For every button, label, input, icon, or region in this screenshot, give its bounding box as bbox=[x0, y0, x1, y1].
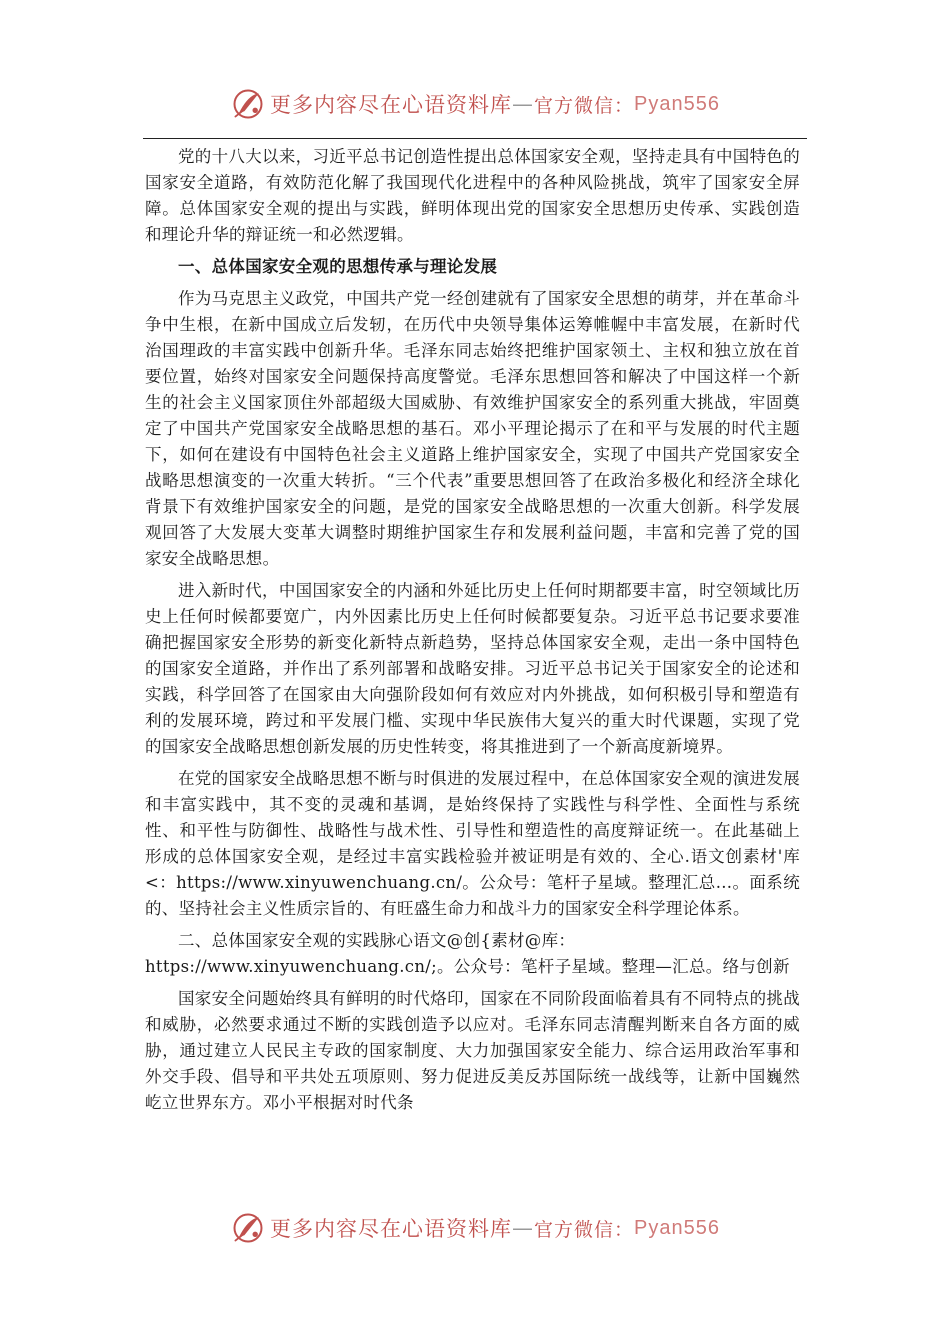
footer-banner bbox=[0, 1204, 950, 1252]
brand-logo-icon bbox=[230, 86, 266, 122]
section1-paragraph-2: 进入新时代，中国国家安全的内涵和外延比历史上任何时期都要丰富，时空领域比历史上任何时候都要宽广，内外因素比历史上任何时候都要复杂。习近平总书记要求要准确把握国家安全形势的新变化新特点新趋势，坚持总体国家安全观，走出一条中国特色的国家安全道路，并作出了系列部署和战略安排。习近平总书记关于国家安全的论述和实践，科学回答了在国家由大向强阶段如何有效应对内外挑战，如何积极引导和塑造有利的发展环境，跨过和平发展门槛、实现中华民族伟大复兴的重大时代课题，实现了党的国家安全战略思想创新发展的历史性转变，将其推进到了一个新高度新境界。 bbox=[145, 581, 800, 756]
banner-title: 更多内容尽在心语资料库 bbox=[270, 93, 512, 117]
section2-paragraph-1: 国家安全问题始终具有鲜明的时代烙印，国家在不同阶段面临着具有不同特点的挑战和威胁，必然要求通过不断的实践创造予以应对。毛泽东同志清醒判断来自各方面的威胁，通过建立人民民主专政的国家制度、大力加强国家安全能力、综合运用政治军事和外交手段、倡导和平共处五项原则、努力促进反美反苏国际统一战线等，让新中国巍然屹立世界东方。邓小平根据对时代条 bbox=[145, 989, 800, 1112]
intro-paragraph: 党的十八大以来，习近平总书记创造性提出总体国家安全观，坚持走具有中国特色的国家安全道路，有效防范化解了我国现代化进程中的各种风险挑战，筑牢了国家安全屏障。总体国家安全观的提出与实践，鲜明体现出党的国家安全思想历史传承、实践创造和理论升华的辩证统一和必然逻辑。 bbox=[145, 147, 800, 244]
banner-separator: — bbox=[512, 92, 534, 116]
section1-paragraph-1: 作为马克思主义政党，中国共产党一经创建就有了国家安全思想的萌芽，并在革命斗争中生根，在新中国成立后发轫，在历代中央领导集体运筹帷幄中丰富发展，在新时代治国理政的丰富实践中创新升华。毛泽东同志始终把维护国家领土、主权和独立放在首要位置，始终对国家安全问题保持高度警觉。毛泽东思想回答和解决了中国这样一个新生的社会主义国家顶住外部超级大国威胁、有效维护国家安全的系列重大挑战，牢固奠定了中国共产党国家安全战略思想的基石。邓小平理论揭示了在和平与发展的时代主题下，如何在建设有中国特色社会主义道路上维护国家安全，实现了中国共产党国家安全战略思想演变的一次重大转折。“三个代表”重要思想回答了在政治多极化和经济全球化背景下有效维护国家安全的问题，是党的国家安全战略思想的一次重大创新。科学发展观回答了大发展大变革大调整时期维护国家生存和发展利益问题，丰富和完善了党的国家安全战略思想。 bbox=[145, 289, 800, 568]
header-rule bbox=[143, 138, 807, 139]
section-heading-2: 二、总体国家安全观的实践脉心语文@创{素材@库：https://www.xinyuwenchuang.cn/;。公众号：笔杆子星域。整理—汇总。络与创新 bbox=[145, 931, 790, 976]
banner-wechat-label: 官方微信： bbox=[534, 94, 635, 117]
banner-wechat-id: Pyan556 bbox=[634, 92, 720, 115]
footer-banner-wechat-label: 官方微信： bbox=[534, 1218, 635, 1241]
section-heading-1: 一、总体国家安全观的思想传承与理论发展 bbox=[178, 257, 498, 276]
document-body bbox=[145, 144, 800, 1122]
footer-banner-title: 更多内容尽在心语资料库 bbox=[270, 1217, 512, 1241]
footer-banner-separator: — bbox=[512, 1216, 534, 1240]
footer-banner-wechat-id: Pyan556 bbox=[634, 1216, 720, 1239]
header-banner bbox=[0, 80, 950, 128]
brand-logo-icon bbox=[230, 1210, 266, 1246]
section1-paragraph-3: 在党的国家安全战略思想不断与时俱进的发展过程中，在总体国家安全观的演进发展和丰富实践中，其不变的灵魂和基调，是始终保持了实践性与科学性、全面性与系统性、和平性与防御性、战略性与战术性、引导性和塑造性的高度辩证统一。在此基础上形成的总体国家安全观，是经过丰富实践检验并被证明是有效的、全心.语文创素材'库<：https://www.xinyuwenchuang.cn/。公众号：笔杆子星域。整理汇总…。面系统的、坚持社会主义性质宗旨的、有旺盛生命力和战斗力的国家安全科学理论体系。 bbox=[145, 769, 800, 918]
